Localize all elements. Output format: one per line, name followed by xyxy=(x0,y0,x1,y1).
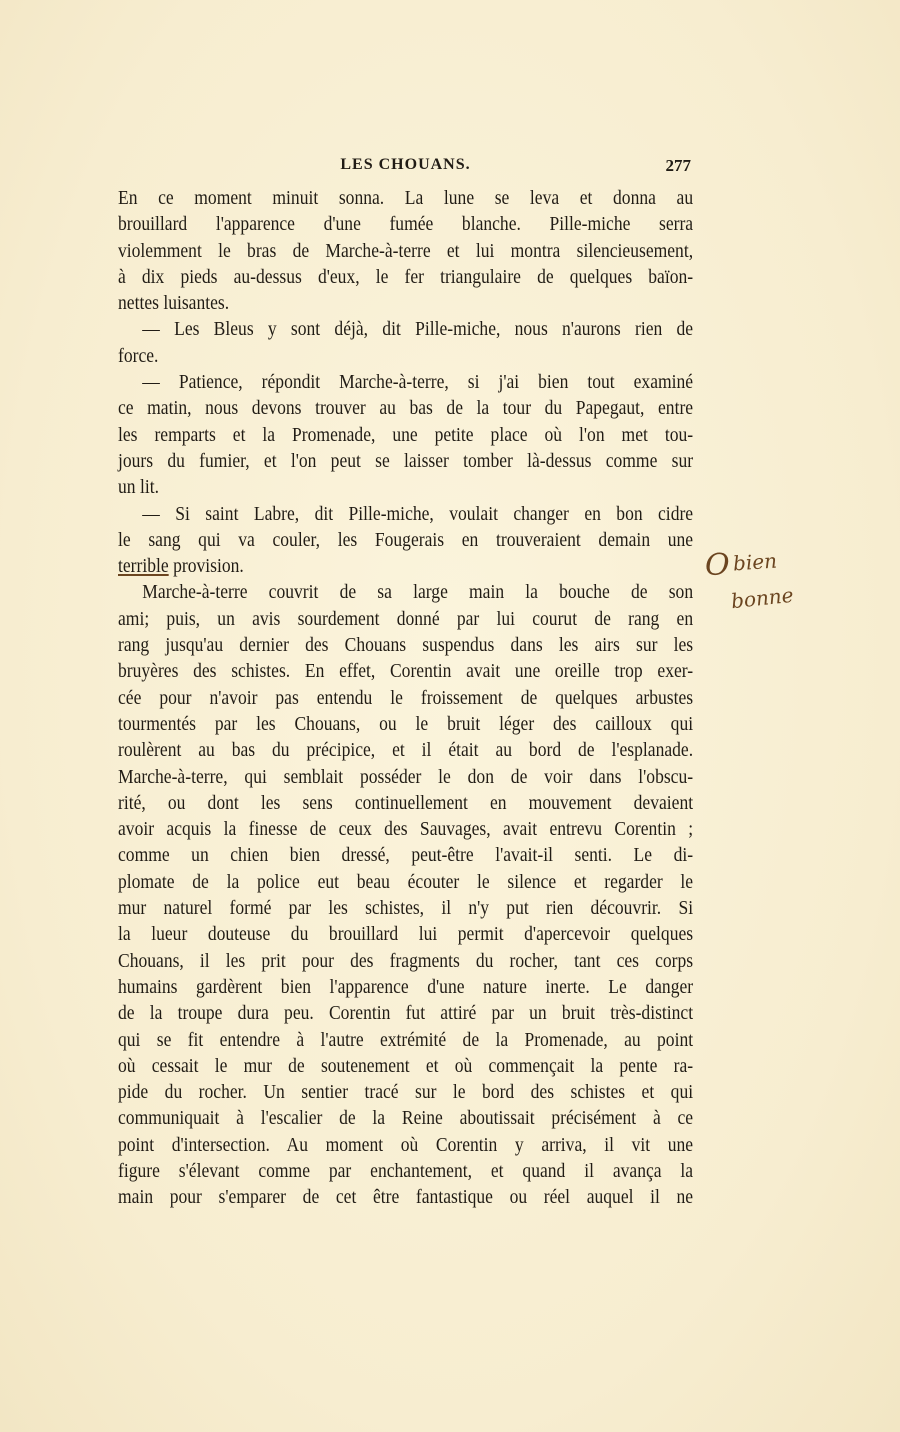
text-line xyxy=(118,554,693,580)
text-line: la lueur douteuse du brouillard lui permit d'apercevoir quelques xyxy=(118,924,694,946)
text-line: point d'intersection. Au moment où Corentin y arriva, il vit une xyxy=(118,1134,694,1156)
text-line: En ce moment minuit sonna. La lune se leva et donna au xyxy=(118,188,694,209)
text-line: jours du fumier, et l'on peut se laisser tomber là-dessus comme sur xyxy=(118,450,694,472)
text-line: de la troupe dura peu. Corentin fut attiré par un bruit très-distinct xyxy=(118,1003,694,1025)
text-line: qui se fit entendre à l'autre extrémité de la Promenade, au point xyxy=(118,1029,694,1051)
text-line: communiquait à l'escalier de la Reine aboutissait précisément à ce xyxy=(118,1108,694,1130)
marginalia-word: bonne xyxy=(729,582,795,614)
page-number: 277 xyxy=(665,156,691,175)
text-line: mur naturel formé par les schistes, il n'y put rien découvrir. Si xyxy=(118,898,694,920)
text-line: plomate de la police eut beau écouter le silence et regarder le xyxy=(118,871,694,893)
text-line: brouillard l'apparence d'une fumée blanche. Pille-miche serra xyxy=(118,214,694,236)
text-line: nettes luisantes. xyxy=(118,293,230,315)
text-line: ami; puis, un avis sourdement donné par lui courut de rang en xyxy=(118,608,694,630)
text-line: pide du rocher. Un sentier tracé sur le bord des schistes et qui xyxy=(118,1082,694,1104)
marginalia-mark: O xyxy=(705,548,730,583)
text-line: force. xyxy=(118,345,159,367)
page-header xyxy=(118,156,693,180)
text-line: bruyères des schistes. En effet, Corentin avait une oreille trop exer- xyxy=(118,661,694,683)
text-line: tourmentés par les Chouans, ou le bruit léger des cailloux qui xyxy=(118,713,694,735)
text-line-rest: provision. xyxy=(173,556,244,578)
text-line: comme un chien bien dressé, peut-être l'avait-il senti. Le di- xyxy=(118,845,694,867)
running-title: LES CHOUANS. xyxy=(340,156,471,173)
text-line: humains gardèrent bien l'apparence d'une nature inerte. Le danger xyxy=(118,976,694,998)
text-line: roulèrent au bas du précipice, et il était au bord de l'esplanade. xyxy=(118,740,694,762)
text-line: un lit. xyxy=(118,477,159,499)
text-line: rité, ou dont les sens continuellement en mouvement devaient xyxy=(118,792,694,814)
text-line: violemment le bras de Marche-à-terre et lui montra silencieusement, xyxy=(118,240,694,262)
text-line: figure s'élevant comme par enchantement, et quand il avança la xyxy=(118,1160,694,1182)
body-text xyxy=(118,186,693,1212)
text-line: Marche-à-terre couvrit de sa large main la bouche de son xyxy=(142,582,694,604)
text-line: les remparts et la Promenade, une petite place où l'on met tou- xyxy=(118,424,694,446)
text-line: à dix pieds au-dessus d'eux, le fer triangulaire de quelques baïon- xyxy=(118,266,694,288)
text-line: — Les Bleus y sont déjà, dit Pille-miche, nous n'aurons rien de xyxy=(142,319,694,341)
text-line: avoir acquis la finesse de ceux des Sauvages, avait entrevu Corentin ; xyxy=(118,819,694,841)
text-line: cée pour n'avoir pas entendu le froissement de quelques arbustes xyxy=(118,687,694,709)
text-line: où cessait le mur de soutenement et où commençait la pente ra- xyxy=(118,1055,694,1077)
text-line: — Si saint Labre, dit Pille-miche, voulait changer en bon cidre xyxy=(142,503,694,525)
text-line: rang jusqu'au dernier des Chouans suspendus dans les airs sur les xyxy=(118,635,694,657)
text-line: le sang qui va couler, les Fougerais en trouveraient demain une xyxy=(118,529,694,551)
text-line: ce matin, nous devons trouver au bas de la tour du Papegaut, entre xyxy=(118,398,694,420)
handwritten-marginalia xyxy=(705,528,815,618)
text-line: Chouans, il les prit pour des fragments du rocher, tant ces corps xyxy=(118,950,694,972)
text-line: Marche-à-terre, qui semblait posséder le don de voir dans l'obscu- xyxy=(118,766,694,788)
text-line: main pour s'emparer de cet être fantastique ou réel auquel il ne xyxy=(118,1187,694,1209)
ink-underlined-word: terrible xyxy=(118,556,169,578)
marginalia-word: bien xyxy=(732,548,778,576)
text-line: — Patience, répondit Marche-à-terre, si j'ai bien tout examiné xyxy=(142,372,694,394)
